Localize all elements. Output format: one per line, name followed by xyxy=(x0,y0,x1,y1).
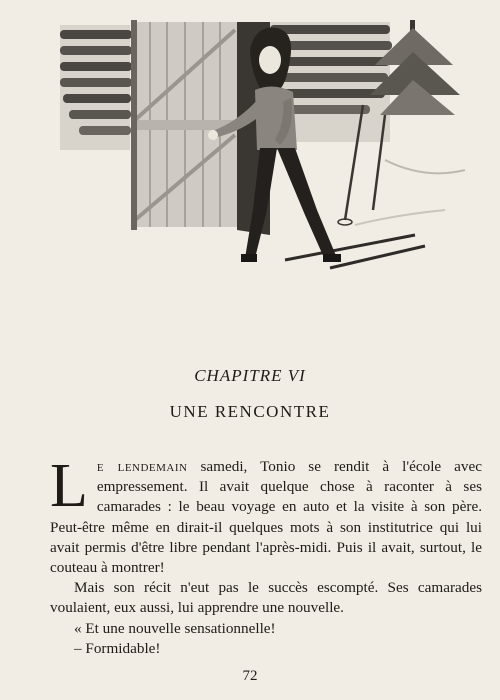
illustration-girl-at-cabin-door xyxy=(55,10,475,275)
chapter-title: UNE RENCONTRE xyxy=(169,402,331,421)
log-wall-left xyxy=(60,25,132,150)
chapter-number: CHAPITRE VI xyxy=(194,366,306,385)
dialogue-line-2: – Formidable! xyxy=(74,639,161,657)
dialogue-line-1: « Et une nouvelle sensationnelle! xyxy=(74,619,276,637)
lead-in: e lendemain xyxy=(96,458,188,475)
drop-cap: L xyxy=(50,452,88,520)
page-number: 72 xyxy=(242,668,258,684)
paragraph-1-text: samedi, Tonio se rendit à l'école avec empressement. Il avait quelque chose à raconter à ses camarades : le beau voyage en auto et la visite à son père. Peut-être même en dirait-il quelques mots à son institutrice qui lui avait permis d'être libre pendant l'après-midi. Puis il avait, surtout, le couteau à montrer! xyxy=(50,458,482,577)
body-text xyxy=(50,452,482,659)
paragraph-1 xyxy=(50,452,482,578)
cabin-door xyxy=(131,20,237,230)
paragraph-2: Mais son récit n'eut pas le succès escompté. Ses camarades voulaient, eux aussi, lui apprendre une nouvelle. xyxy=(50,579,482,617)
